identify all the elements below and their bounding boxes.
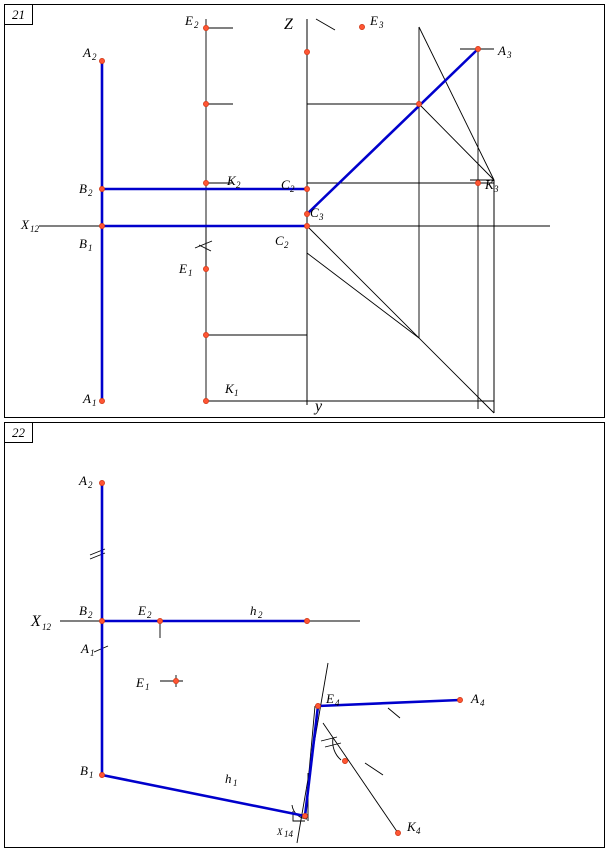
label-E1-sub: 1	[188, 268, 193, 278]
label-E1-22: E	[136, 675, 144, 690]
label-X14: X	[277, 827, 283, 837]
label-A2-22-sub: 2	[88, 480, 93, 490]
label-A3: A	[498, 43, 506, 58]
label-A3-sub: 3	[507, 50, 512, 60]
line-E3-K3b	[419, 104, 494, 180]
label-K3-sub: 3	[494, 184, 499, 194]
label-X12: X	[21, 217, 29, 232]
label-K2: K	[227, 173, 236, 188]
label-B1-sub: 1	[88, 243, 93, 253]
label-K4-sub: 4	[416, 826, 421, 836]
label-C2-sub: 2	[290, 184, 295, 194]
label-axis-y: y	[315, 398, 323, 415]
tick-K4-1	[365, 763, 383, 775]
line-h1	[102, 775, 305, 816]
points-22	[99, 480, 462, 835]
label-E2-top: E	[185, 13, 193, 28]
label-K2-sub: 2	[236, 180, 241, 190]
label-C2: C	[281, 177, 290, 192]
panel-21-drawing	[5, 5, 606, 419]
label-K1-sub: 1	[234, 388, 239, 398]
labels-21	[20, 13, 512, 415]
line-C3-A3	[307, 49, 478, 214]
panel-number-22: 22	[5, 423, 33, 443]
label-B2-22: B	[79, 603, 87, 618]
label-K4: K	[407, 819, 416, 834]
label-B2-22-sub: 2	[88, 610, 93, 620]
labels-22	[30, 473, 485, 839]
thick-lines-21	[102, 49, 478, 401]
label-A4: A	[471, 691, 479, 706]
tick-A4-1	[388, 708, 400, 718]
line-E3-K3	[419, 27, 494, 180]
thick-lines-22	[102, 483, 460, 816]
label-h2: h	[250, 603, 257, 618]
label-A2: A	[83, 45, 91, 60]
panel-22-drawing	[5, 423, 606, 849]
label-C3-sub: 3	[319, 212, 324, 222]
label-B1-22-sub: 1	[89, 770, 94, 780]
label-E1: E	[179, 261, 187, 276]
label-A2-22: A	[79, 473, 87, 488]
label-X14-sub: 14	[284, 829, 293, 839]
line-45-second	[307, 253, 419, 338]
label-E4: E	[326, 691, 334, 706]
label-X12-22: X	[31, 613, 41, 630]
label-E3: E	[370, 13, 378, 28]
label-A1-22-sub: 1	[90, 648, 95, 658]
label-A1-22: A	[81, 641, 89, 656]
label-A4-sub: 4	[480, 698, 485, 708]
label-h2-sub: 2	[258, 610, 263, 620]
label-E2-top-sub: 2	[194, 20, 199, 30]
label-E2-22: E	[138, 603, 146, 618]
label-X12-22-sub: 12	[42, 622, 51, 632]
label-axis-Z: Z	[284, 16, 293, 33]
tick-Z	[316, 19, 335, 30]
points-21	[99, 24, 480, 403]
label-X12-sub: 12	[30, 224, 39, 234]
label-B1: B	[79, 236, 87, 251]
panel-21	[4, 4, 605, 418]
label-C2b-sub: 2	[284, 240, 289, 250]
tick-mark-E1b	[199, 245, 211, 251]
panel-22	[4, 422, 605, 848]
label-E4-sub: 4	[335, 698, 340, 708]
label-E2-22-sub: 2	[147, 610, 152, 620]
label-K1: K	[225, 381, 234, 396]
label-B2: B	[79, 181, 87, 196]
label-h1: h	[225, 771, 232, 786]
line-B1-E4	[305, 706, 318, 816]
label-E1-22-sub: 1	[145, 682, 150, 692]
label-C2b: C	[275, 233, 284, 248]
label-C3: C	[310, 205, 319, 220]
line-45-main	[307, 226, 494, 413]
label-K3: K	[485, 177, 494, 192]
label-B2-sub: 2	[88, 188, 93, 198]
label-E3-sub: 3	[379, 20, 384, 30]
label-A1: A	[83, 391, 91, 406]
line-K4	[323, 723, 398, 833]
label-A2-sub: 2	[92, 52, 97, 62]
panel-number: 21	[5, 5, 33, 25]
label-h1-sub: 1	[233, 778, 238, 788]
angle-arc-2	[333, 738, 341, 760]
label-B1-22: B	[80, 763, 88, 778]
label-A1-sub: 1	[92, 398, 97, 408]
